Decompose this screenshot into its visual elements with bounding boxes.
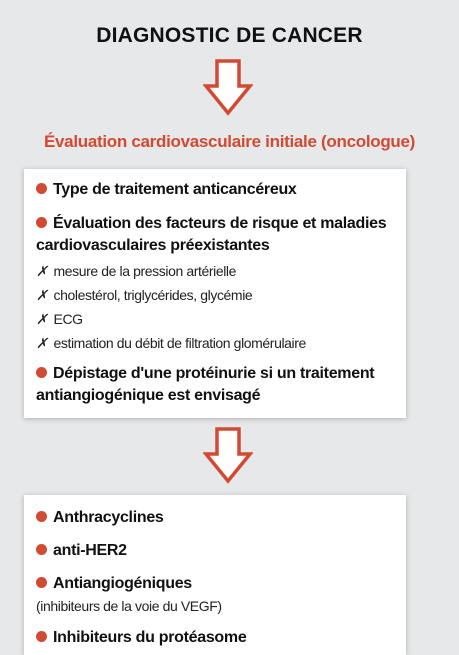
- list-item: [36, 213, 398, 257]
- list-item: [36, 179, 398, 201]
- bullet-icon: [36, 367, 47, 378]
- down-arrow-icon: [203, 426, 253, 486]
- evaluation-box: [24, 169, 406, 418]
- bullet-icon: [36, 544, 47, 555]
- cross-icon: ✗: [36, 263, 48, 279]
- sub-item-label: cholestérol, triglycérides, glycémie: [53, 287, 253, 303]
- bullet-icon: [36, 183, 47, 194]
- cross-icon: ✗: [36, 335, 48, 351]
- bullet-icon: [36, 511, 47, 522]
- sub-item: [36, 285, 252, 305]
- sub-item: [36, 261, 236, 281]
- sub-item: [36, 333, 306, 353]
- list-item-label: anti-HER2: [53, 542, 127, 559]
- bullet-icon: [36, 217, 47, 228]
- cross-icon: ✗: [36, 311, 48, 327]
- treatment-box: [24, 495, 406, 655]
- list-item-label: Inhibiteurs du protéasome: [53, 629, 247, 646]
- bullet-icon: [36, 577, 47, 588]
- list-item: [36, 573, 398, 595]
- list-item: [36, 507, 398, 529]
- sub-item-label: mesure de la pression artérielle: [53, 263, 237, 279]
- section-heading: Évaluation cardiovasculaire initiale (oncologue): [43, 132, 416, 151]
- sub-item: [36, 309, 83, 329]
- list-item-label: Antiangiogéniques: [53, 575, 192, 592]
- list-item-label: Type de traitement anticancéreux: [53, 181, 297, 198]
- list-item: [36, 540, 398, 562]
- list-item-label: Évaluation des facteurs de risque et maladies: [53, 215, 387, 232]
- list-item-label-continued: antiangiogénique est envisagé: [36, 387, 261, 404]
- cross-icon: ✗: [36, 287, 48, 303]
- sub-item-label: estimation du débit de filtration glomérulaire: [53, 335, 306, 351]
- sub-item-label: ECG: [53, 311, 83, 327]
- down-arrow-icon: [203, 58, 253, 118]
- list-item: [36, 627, 398, 649]
- page-title: DIAGNOSTIC DE CANCER: [96, 24, 363, 47]
- list-item-note: (inhibiteurs de la voie du VEGF): [36, 598, 222, 614]
- list-item-label: Dépistage d'une protéinurie si un traitement: [53, 365, 375, 382]
- list-item-label-continued: cardiovasculaires préexistantes: [36, 237, 270, 254]
- list-item: [36, 363, 398, 407]
- list-item-label: Anthracyclines: [53, 509, 164, 526]
- bullet-icon: [36, 631, 47, 642]
